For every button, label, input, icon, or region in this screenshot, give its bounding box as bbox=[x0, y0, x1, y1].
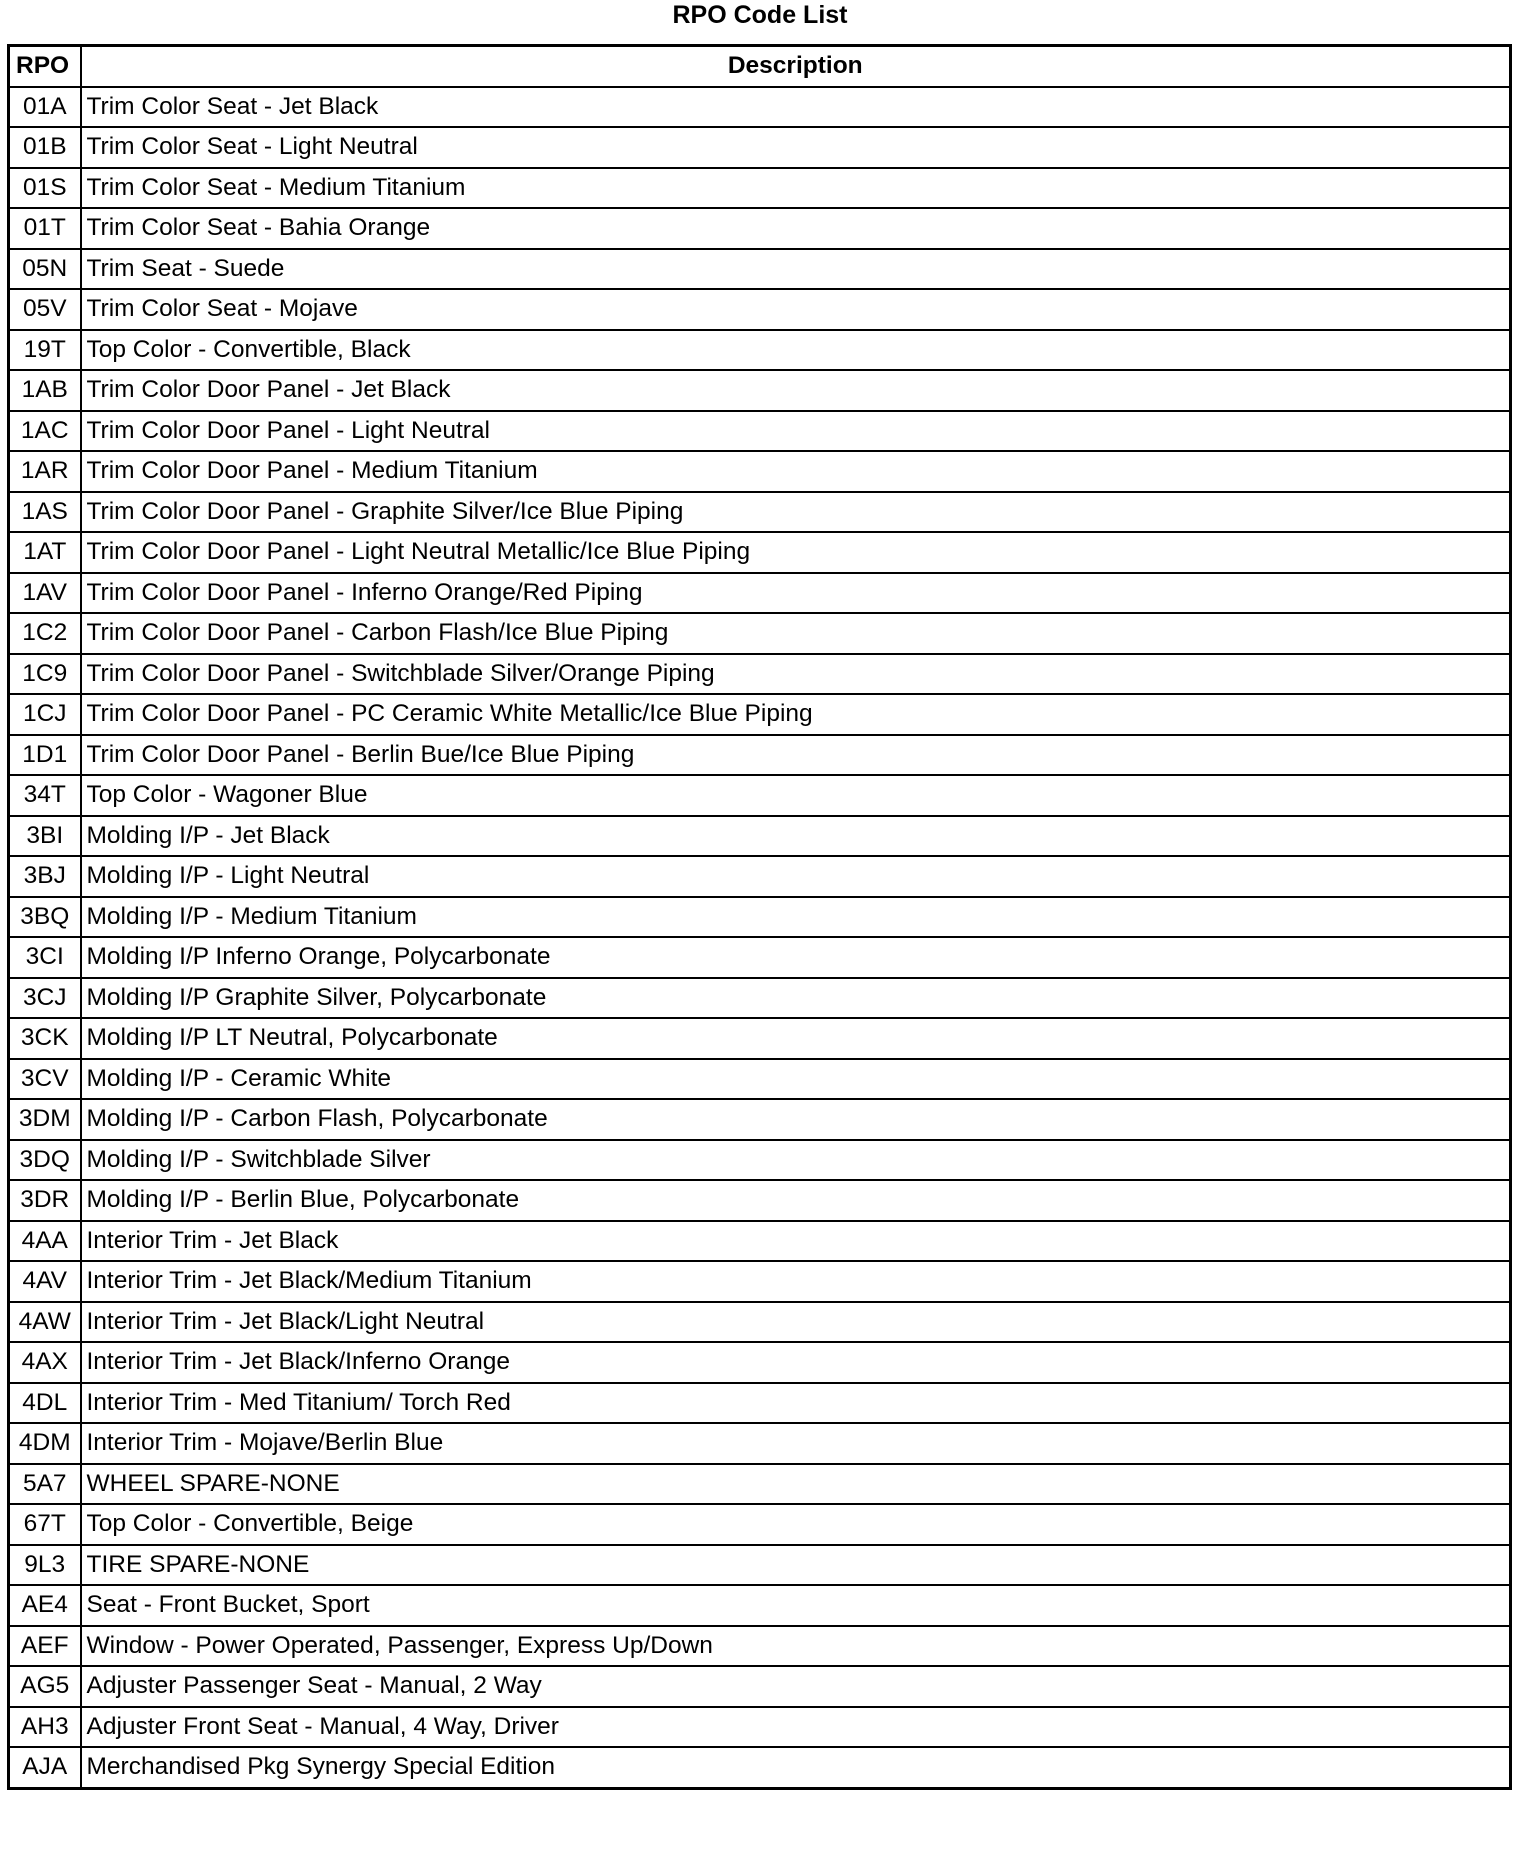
table-row bbox=[9, 775, 1511, 816]
description-cell: Trim Color Door Panel - Medium Titanium bbox=[81, 451, 1511, 492]
description-cell: WHEEL SPARE-NONE bbox=[81, 1464, 1511, 1505]
description-cell: Molding I/P Inferno Orange, Polycarbonate bbox=[81, 937, 1511, 978]
rpo-code-cell: 3CJ bbox=[9, 978, 81, 1019]
description-cell: Trim Color Door Panel - Switchblade Silver/Orange Piping bbox=[81, 654, 1511, 695]
rpo-code-cell: 4AV bbox=[9, 1261, 81, 1302]
rpo-code-cell: 01T bbox=[9, 208, 81, 249]
rpo-code-cell: 9L3 bbox=[9, 1545, 81, 1586]
description-cell: Trim Color Seat - Bahia Orange bbox=[81, 208, 1511, 249]
table-row bbox=[9, 1140, 1511, 1181]
rpo-code-cell: 01A bbox=[9, 87, 81, 128]
table-row bbox=[9, 289, 1511, 330]
rpo-code-cell: 01S bbox=[9, 168, 81, 209]
rpo-code-cell: 1CJ bbox=[9, 694, 81, 735]
rpo-code-cell: 4DL bbox=[9, 1383, 81, 1424]
description-cell: Molding I/P - Berlin Blue, Polycarbonate bbox=[81, 1180, 1511, 1221]
rpo-code-cell: 1AV bbox=[9, 573, 81, 614]
rpo-code-cell: 05V bbox=[9, 289, 81, 330]
description-cell: Seat - Front Bucket, Sport bbox=[81, 1585, 1511, 1626]
description-cell: Trim Color Door Panel - Berlin Bue/Ice Blue Piping bbox=[81, 735, 1511, 776]
description-cell: Merchandised Pkg Synergy Special Edition bbox=[81, 1747, 1511, 1788]
table-row bbox=[9, 249, 1511, 290]
table-row bbox=[9, 1302, 1511, 1343]
table-row bbox=[9, 411, 1511, 452]
table-row bbox=[9, 573, 1511, 614]
rpo-code-cell: 1C9 bbox=[9, 654, 81, 695]
description-cell: Trim Color Door Panel - Light Neutral Metallic/Ice Blue Piping bbox=[81, 532, 1511, 573]
table-row bbox=[9, 1180, 1511, 1221]
rpo-code-cell: 01B bbox=[9, 127, 81, 168]
rpo-code-cell: 4AX bbox=[9, 1342, 81, 1383]
description-cell: Top Color - Wagoner Blue bbox=[81, 775, 1511, 816]
description-cell: Trim Color Seat - Mojave bbox=[81, 289, 1511, 330]
description-cell: Interior Trim - Jet Black/Light Neutral bbox=[81, 1302, 1511, 1343]
description-cell: Interior Trim - Jet Black/Medium Titanium bbox=[81, 1261, 1511, 1302]
description-cell: Trim Color Seat - Jet Black bbox=[81, 87, 1511, 128]
description-cell: Trim Color Door Panel - Light Neutral bbox=[81, 411, 1511, 452]
rpo-code-cell: 4AW bbox=[9, 1302, 81, 1343]
table-body bbox=[9, 87, 1511, 1789]
description-cell: Trim Color Door Panel - Carbon Flash/Ice Blue Piping bbox=[81, 613, 1511, 654]
table-row bbox=[9, 532, 1511, 573]
table-row bbox=[9, 735, 1511, 776]
table-row bbox=[9, 1099, 1511, 1140]
table-row bbox=[9, 613, 1511, 654]
table-row bbox=[9, 654, 1511, 695]
description-cell: Top Color - Convertible, Black bbox=[81, 330, 1511, 371]
rpo-code-cell: 67T bbox=[9, 1504, 81, 1545]
rpo-code-cell: 3DQ bbox=[9, 1140, 81, 1181]
table-row bbox=[9, 1423, 1511, 1464]
table-row bbox=[9, 168, 1511, 209]
rpo-code-cell: 19T bbox=[9, 330, 81, 371]
table-row bbox=[9, 1059, 1511, 1100]
rpo-code-cell: 34T bbox=[9, 775, 81, 816]
table-row bbox=[9, 694, 1511, 735]
header-row bbox=[9, 46, 1511, 87]
rpo-code-cell: 1AC bbox=[9, 411, 81, 452]
description-cell: Interior Trim - Jet Black/Inferno Orange bbox=[81, 1342, 1511, 1383]
table-row bbox=[9, 87, 1511, 128]
table-row bbox=[9, 897, 1511, 938]
description-cell: Interior Trim - Med Titanium/ Torch Red bbox=[81, 1383, 1511, 1424]
rpo-code-cell: 4AA bbox=[9, 1221, 81, 1262]
description-column-header: Description bbox=[81, 46, 1511, 87]
rpo-code-cell: AJA bbox=[9, 1747, 81, 1788]
rpo-code-cell: 3CI bbox=[9, 937, 81, 978]
description-cell: Molding I/P - Jet Black bbox=[81, 816, 1511, 857]
table-row bbox=[9, 937, 1511, 978]
rpo-code-cell: 05N bbox=[9, 249, 81, 290]
description-cell: Molding I/P - Switchblade Silver bbox=[81, 1140, 1511, 1181]
rpo-code-cell: 3DR bbox=[9, 1180, 81, 1221]
description-cell: Interior Trim - Jet Black bbox=[81, 1221, 1511, 1262]
table-row bbox=[9, 1747, 1511, 1788]
description-cell: Trim Color Seat - Medium Titanium bbox=[81, 168, 1511, 209]
table-row bbox=[9, 208, 1511, 249]
rpo-code-cell: AE4 bbox=[9, 1585, 81, 1626]
table-row bbox=[9, 1261, 1511, 1302]
description-cell: Top Color - Convertible, Beige bbox=[81, 1504, 1511, 1545]
table-row bbox=[9, 330, 1511, 371]
table-row bbox=[9, 127, 1511, 168]
rpo-code-cell: 3BI bbox=[9, 816, 81, 857]
table-row bbox=[9, 1545, 1511, 1586]
rpo-code-cell: 5A7 bbox=[9, 1464, 81, 1505]
rpo-code-cell: 1AS bbox=[9, 492, 81, 533]
rpo-code-cell: 3BJ bbox=[9, 856, 81, 897]
description-cell: Trim Color Door Panel - PC Ceramic White Metallic/Ice Blue Piping bbox=[81, 694, 1511, 735]
rpo-code-cell: 3CK bbox=[9, 1018, 81, 1059]
description-cell: TIRE SPARE-NONE bbox=[81, 1545, 1511, 1586]
table-header bbox=[9, 46, 1511, 87]
rpo-code-cell: 1D1 bbox=[9, 735, 81, 776]
rpo-code-cell: 1AT bbox=[9, 532, 81, 573]
table-row bbox=[9, 1666, 1511, 1707]
description-cell: Molding I/P - Medium Titanium bbox=[81, 897, 1511, 938]
table-row bbox=[9, 978, 1511, 1019]
description-cell: Interior Trim - Mojave/Berlin Blue bbox=[81, 1423, 1511, 1464]
rpo-code-cell: AG5 bbox=[9, 1666, 81, 1707]
table-row bbox=[9, 1504, 1511, 1545]
description-cell: Molding I/P - Light Neutral bbox=[81, 856, 1511, 897]
description-cell: Molding I/P LT Neutral, Polycarbonate bbox=[81, 1018, 1511, 1059]
rpo-code-cell: 1AB bbox=[9, 370, 81, 411]
rpo-code-cell: 1AR bbox=[9, 451, 81, 492]
description-cell: Adjuster Front Seat - Manual, 4 Way, Driver bbox=[81, 1707, 1511, 1748]
description-cell: Adjuster Passenger Seat - Manual, 2 Way bbox=[81, 1666, 1511, 1707]
rpo-column-header: RPO bbox=[9, 46, 81, 87]
description-cell: Molding I/P - Carbon Flash, Polycarbonate bbox=[81, 1099, 1511, 1140]
description-cell: Trim Seat - Suede bbox=[81, 249, 1511, 290]
rpo-code-cell: AEF bbox=[9, 1626, 81, 1667]
table-row bbox=[9, 1464, 1511, 1505]
rpo-code-cell: AH3 bbox=[9, 1707, 81, 1748]
description-cell: Trim Color Door Panel - Graphite Silver/Ice Blue Piping bbox=[81, 492, 1511, 533]
table-row bbox=[9, 1383, 1511, 1424]
rpo-code-cell: 1C2 bbox=[9, 613, 81, 654]
table-row bbox=[9, 370, 1511, 411]
table-row bbox=[9, 856, 1511, 897]
description-cell: Trim Color Door Panel - Inferno Orange/Red Piping bbox=[81, 573, 1511, 614]
table-row bbox=[9, 1018, 1511, 1059]
rpo-code-cell: 3BQ bbox=[9, 897, 81, 938]
description-cell: Trim Color Seat - Light Neutral bbox=[81, 127, 1511, 168]
table-row bbox=[9, 1626, 1511, 1667]
table-row bbox=[9, 1707, 1511, 1748]
table-row bbox=[9, 451, 1511, 492]
table-row bbox=[9, 492, 1511, 533]
page-title: RPO Code List bbox=[672, 1, 848, 29]
description-cell: Trim Color Door Panel - Jet Black bbox=[81, 370, 1511, 411]
description-cell: Window - Power Operated, Passenger, Express Up/Down bbox=[81, 1626, 1511, 1667]
rpo-code-cell: 3CV bbox=[9, 1059, 81, 1100]
table-row bbox=[9, 1342, 1511, 1383]
table-row bbox=[9, 1221, 1511, 1262]
rpo-code-table bbox=[7, 44, 1512, 1790]
table-row bbox=[9, 816, 1511, 857]
description-cell: Molding I/P Graphite Silver, Polycarbonate bbox=[81, 978, 1511, 1019]
rpo-code-cell: 3DM bbox=[9, 1099, 81, 1140]
description-cell: Molding I/P - Ceramic White bbox=[81, 1059, 1511, 1100]
rpo-code-cell: 4DM bbox=[9, 1423, 81, 1464]
table-row bbox=[9, 1585, 1511, 1626]
